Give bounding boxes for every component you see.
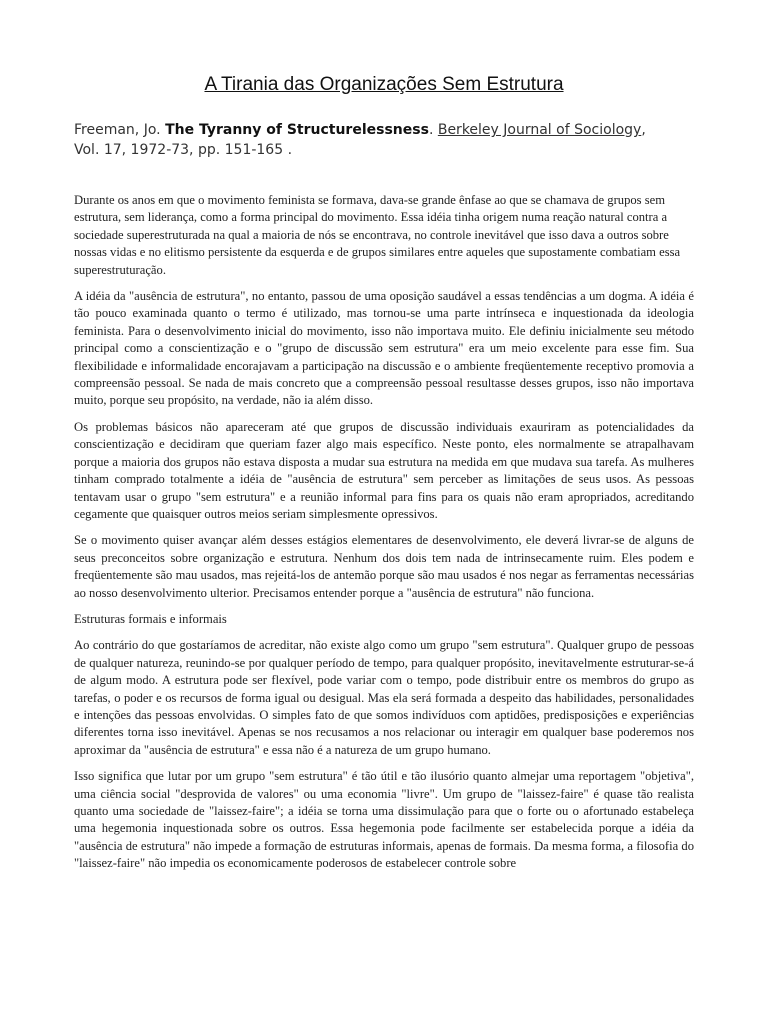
- paragraph: Durante os anos em que o movimento feminista se formava, dava-se grande ênfase ao que se chamava de grupos sem estrutura, sem liderança, como a forma principal do movimento. Essa idéia tinha origem numa reação natural contra a sociedade superestruturada na qual a maioria de nós se encontrava, no controle inevitável que isso dava a outros sobre nossas vidas e no elitismo persistente da esquerda e de grupos similares entre aqueles que supostamente combatiam essa superestruturação.: [74, 193, 681, 277]
- document-title: A Tirania das Organizações Sem Estrutura: [204, 74, 564, 95]
- citation: [74, 120, 674, 160]
- section-heading: Estruturas formais e informais: [74, 611, 227, 626]
- paragraph: A idéia da "ausência de estrutura", no entanto, passou de uma oposição saudável a essas tendências a um dogma. A idéia é tão pouco examinada quanto o termo é utilizado, mas tornou-se uma parte intrínseca e inquestionada da ideologia feminista. Para o desenvolvimento inicial do movimento, isso não importava muito. Ele definiu inicialmente seu método principal como a conscientização e o "grupo de discussão sem estrutura" era um meio excelente para esse fim. Sua flexibilidade e informalidade encorajavam a participação na discussão e o ambiente freqüentemente receptivo promovia a compreensão pessoal. Se nada de mais concreto que a compreensão pessoal resultasse desses grupos, isso não importava muito, porque seu propósito, na verdade, não ia além disso.: [74, 289, 694, 408]
- citation-book-title: The Tyranny of Structurelessness: [165, 122, 429, 138]
- paragraph: Se o movimento quiser avançar além desses estágios elementares de desenvolvimento, ele deverá livrar-se de alguns de seus preconceitos sobre organização e estrutura. Nenhum dos dois tem nada de intrinsecamente ruim. Eles podem e freqüentemente são mau usados, mas rejeitá-los de antemão porque são mau usados é nos negar as ferramentas necessárias ao nosso desenvolvimento ulterior. Precisamos entender porque a "ausência de estrutura" não funciona.: [74, 533, 694, 600]
- paragraph: Isso significa que lutar por um grupo "sem estrutura" é tão útil e tão ilusório quanto almejar uma reportagem "objetiva", uma ciência social "desprovida de valores" ou uma economia "livre". Um grupo de "laissez-faire" é quase tão realista quanto uma sociedade de "laissez-faire"; a idéia se torna uma dissimulação para que o forte ou o afortunado estabeleça uma hegemonia inquestionada sobre os outros. Essa hegemonia pode facilmente ser estabelecida porque a idéia da "ausência de estrutura" não impede a formação de estruturas informais, apenas de formais. Da mesma forma, a filosofia do "laissez-faire" não impedia os economicamente poderosos de estabelecer controle sobre: [74, 769, 694, 871]
- citation-journal-link[interactable]: Berkeley Journal of Sociology: [437, 122, 642, 138]
- citation-author: Freeman, Jo.: [74, 122, 166, 138]
- document-body: [74, 192, 694, 882]
- citation-details: , Vol. 17, 1972-73, pp. 151-165 .: [74, 122, 646, 158]
- paragraph: Os problemas básicos não apareceram até que grupos de discussão individuais exauriram as potencialidades da conscientização e decidiram que queriam fazer algo mais específico. Neste ponto, eles normalmente se atrapalhavam porque a maioria dos grupos não estava disposta a mudar sua estrutura na medida em que mudava sua tarefa. As mulheres tinham comprado totalmente a idéia de "ausência de estrutura" sem perceber as limitações de seus usos. As pessoas tentavam usar o grupo "sem estrutura" e a reunião informal para fins para os quais não eram apropriados, acreditando cegamente que quaisquer outros meios seriam simplesmente opressivos.: [74, 419, 694, 521]
- citation-separator: .: [428, 122, 438, 138]
- paragraph: Ao contrário do que gostaríamos de acreditar, não existe algo como um grupo "sem estrutura". Qualquer grupo de pessoas de qualquer natureza, reunindo-se por qualquer período de tempo, para qualquer propósito, inevitavelmente estruturar-se-á de algum modo. A estrutura pode ser flexível, pode variar com o tempo, pode distribuir entre os membros do grupo as tarefas, o poder e os recursos de forma igual ou desigual. Mas ela será formada a despeito das habilidades, personalidades e intenções das pessoas envolvidas. O simples fato de que somos indivíduos com aptidões, predisposições e experiências diferentes torna isso inevitável. Apenas se nos recusamos a nos relacionar ou interagir em qualquer base poderemos nos aproximar da "ausência de estrutura" e essa não é a natureza de um grupo humano.: [74, 638, 694, 757]
